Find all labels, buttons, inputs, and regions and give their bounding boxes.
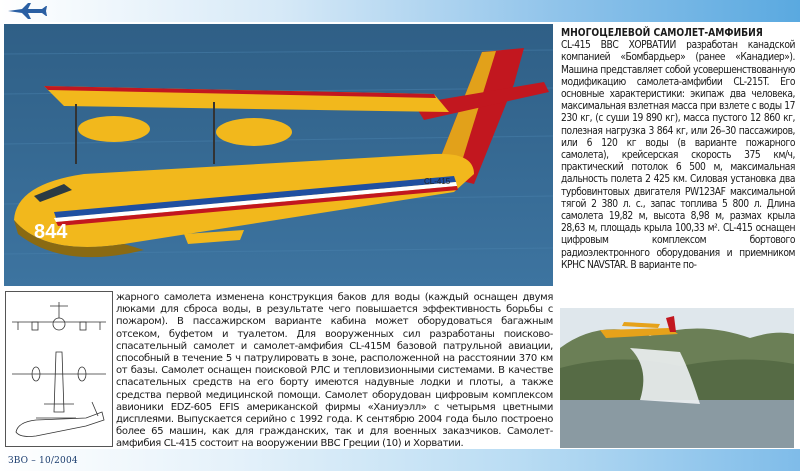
footer-bar	[0, 449, 800, 471]
article-bottom-column: жарного самолета изменена конструкция баков для воды (каждый оснащен двумя люками для сброса воды, в результате чего повышается эффективность борьбы с пожаром). В пассажирском варианте кабина может оборудоваться багажным отсеком, буфетом и туалетом. Для вооруженных сил разработаны поисково-спасательный самолет и самолет-амфибия CL-415M базовой патрульной авиации, способный в течение 5 ч патрулировать в зоне, расположенной на расстоянии 370 км от базы. Самолет оснащен поисковой РЛС и тепловизионными системами. В качестве спасательных средств на его борту имеются надувные лодки и плоты, а также средства первой медицинской помощи. Самолет оборудован цифровым комплексом авионики EDZ-605 EFIS американской фирмы «Ханиуэлл» с четырьмя цветными дисплеями. Выпускается серийно с 1992 года. К сентябрю 2004 года было построено более 65 машин, как для гражданских, так и для военных заказчиков. Самолет-амфибия CL-415 состоит на вооружении ВВС Греции (10) и Хорватии.	[116, 292, 553, 450]
registration-label: CL-415	[424, 177, 451, 186]
page-folio: ЗВО – 10/2004	[8, 456, 78, 466]
article-right-column	[561, 28, 795, 272]
tail-number-label: 844	[34, 221, 68, 243]
main-aircraft-photo	[4, 24, 553, 286]
three-view-drawing-icon	[5, 291, 113, 447]
header-bar	[0, 0, 800, 22]
article-headline: МНОГОЦЕЛЕВОЙ САМОЛЕТ-АМФИБИЯ	[561, 28, 763, 39]
water-drop-photo	[560, 308, 794, 448]
article-right-body: CL-415 ВВС ХОРВАТИИ разработан канадской компанией «Бомбардьер» (ранее «Канадиер»). Машина представляет собой усовершенствованную модификацию самолета-амфибии CL-215T. Его основные характеристики: экипаж два человека, максимальная взлетная масса при взлете с воды 17 230 кг, (с суши 19 890 кг), масса пустого 12 860 кг, полезная нагрузка 3 864 кг, или 26–30 пассажиров, или 6 120 кг воды (в варианте пожарного самолета), крейсерская скорость 375 км/ч, практический потолок 6 500 м, максимальная дальность полета 2 425 км. Силовая установка два турбовинтовых двигателя PW123AF максимальной тягой 2 380 л. с., запас топлива 5 800 л. Длина самолета 19,82 м, высота 8,98 м, размах крыла 28,63 м, площадь крыла 100,33 м². CL-415 оснащен цифровым комплексом бортового радиоэлектронного оборудования и приемником КРНС NAVSTAR. В варианте по-	[561, 40, 795, 271]
jet-silhouette-icon	[6, 2, 48, 20]
